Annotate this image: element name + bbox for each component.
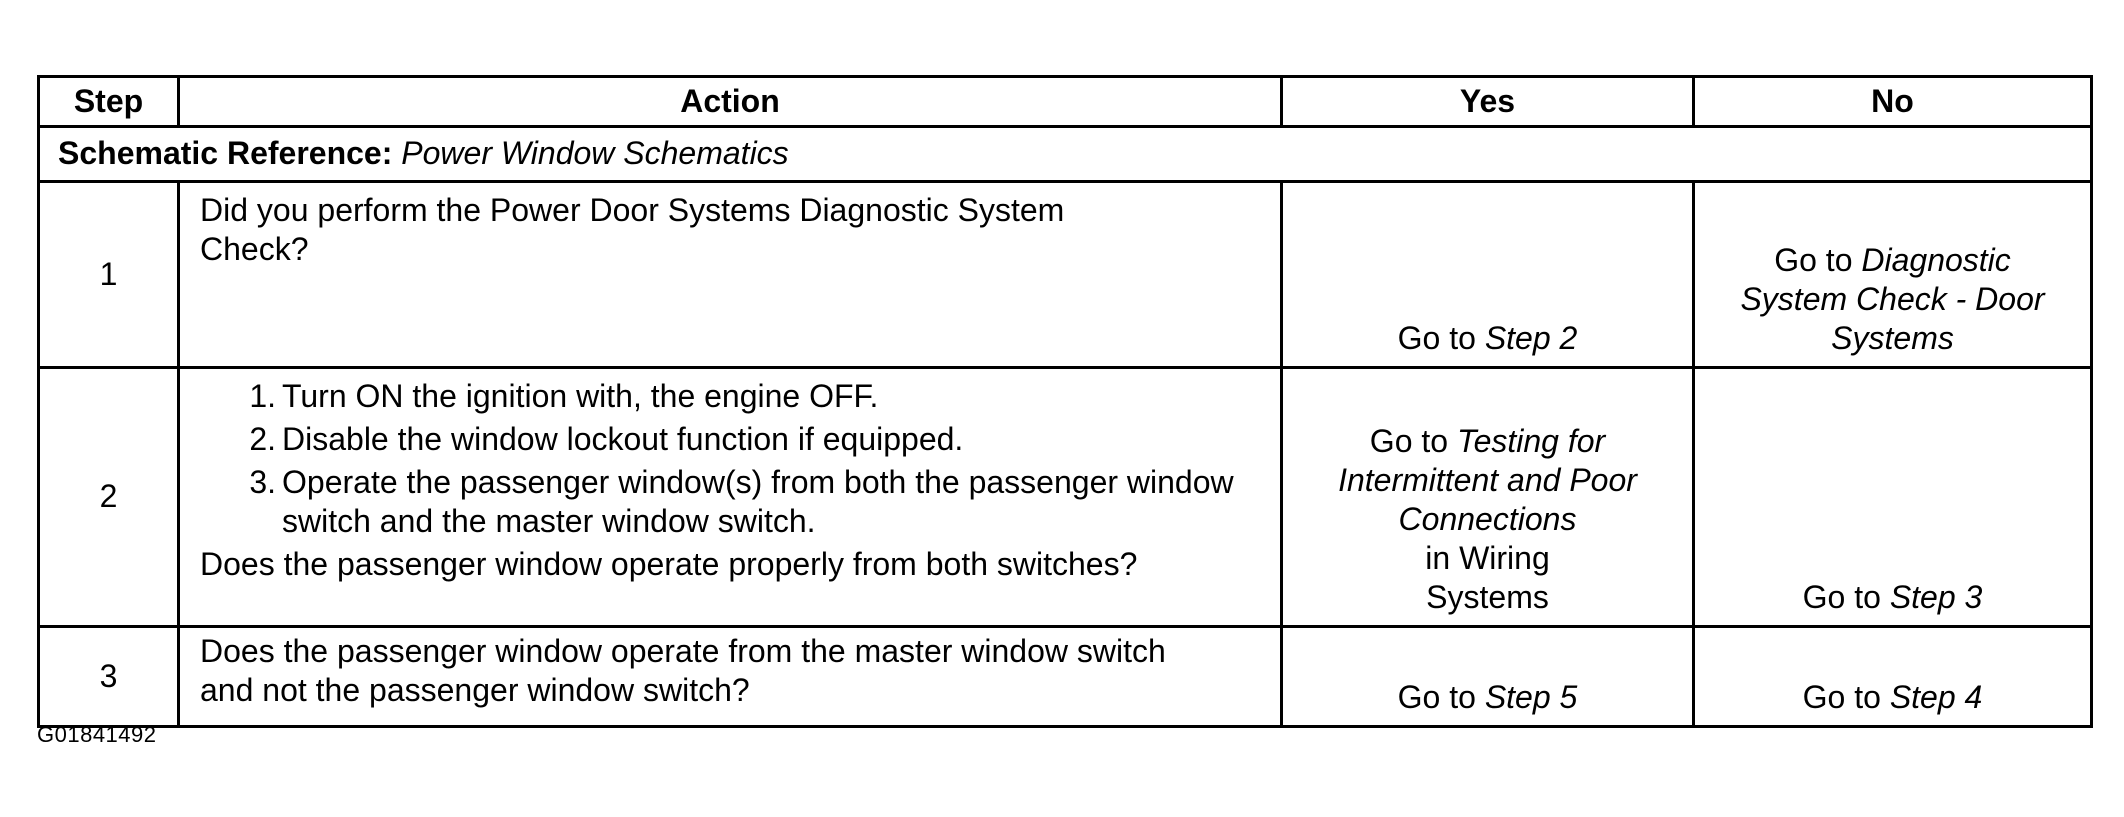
action-question: Does the passenger window operate from the master window switch and not the passenger window switch? — [200, 633, 1166, 709]
list-item-number: 2. — [249, 421, 276, 458]
no-cell — [1694, 368, 2092, 627]
list-item — [200, 377, 1266, 416]
table-row — [39, 627, 2092, 727]
reference-row — [39, 127, 2092, 182]
yes-prefix: Go to — [1369, 422, 1449, 459]
figure-id: G01841492 — [37, 722, 157, 747]
action-cell — [179, 627, 1282, 727]
no-link[interactable]: Diagnostic System Check - Door Systems — [1740, 241, 2045, 356]
step-number: 2 — [39, 368, 179, 627]
schematic-reference — [39, 127, 2092, 182]
list-item-text: Disable the window lockout function if equipped. — [282, 421, 964, 458]
diagnostic-table — [37, 75, 2093, 728]
step-number: 1 — [39, 182, 179, 368]
yes-cell — [1282, 368, 1694, 627]
no-link[interactable]: Step 3 — [1889, 578, 1983, 615]
no-cell — [1694, 627, 2092, 727]
list-item-number: 1. — [249, 378, 276, 414]
no-cell — [1694, 182, 2092, 368]
list-item — [200, 463, 1266, 541]
yes-cell — [1282, 182, 1694, 368]
header-row — [39, 77, 2092, 127]
header-step: Step — [39, 77, 179, 127]
yes-prefix: Go to — [1397, 678, 1476, 715]
table-row — [39, 368, 2092, 627]
yes-prefix: Go to — [1397, 319, 1476, 356]
table-row — [39, 182, 2092, 368]
no-prefix: Go to — [1802, 578, 1881, 615]
no-prefix: Go to — [1802, 678, 1881, 715]
list-item — [200, 420, 1266, 459]
action-cell — [179, 368, 1282, 627]
action-steps-list — [200, 377, 1266, 541]
action-question: Does the passenger window operate properly from both switches? — [200, 546, 1138, 583]
action-cell — [179, 182, 1282, 368]
yes-suffix: in Wiring Systems — [1425, 539, 1550, 615]
header-no: No — [1694, 77, 2092, 127]
action-question: Did you perform the Power Door Systems Diagnostic System Check? — [200, 192, 1065, 268]
header-action: Action — [179, 77, 1282, 127]
yes-link[interactable]: Testing for Intermittent and Poor Connections — [1338, 422, 1637, 537]
schematic-reference-label: Schematic Reference: — [58, 135, 393, 172]
no-prefix: Go to — [1774, 241, 1853, 278]
step-number: 3 — [39, 627, 179, 727]
header-yes: Yes — [1282, 77, 1694, 127]
list-item-number: 3. — [249, 464, 276, 501]
no-link[interactable]: Step 4 — [1889, 678, 1983, 715]
list-item-text: Turn ON the ignition with, the engine OFF. — [282, 378, 879, 414]
list-item-text: Operate the passenger window(s) from both the passenger window switch and the master window switch. — [282, 464, 1234, 540]
yes-cell — [1282, 627, 1694, 727]
yes-link[interactable]: Step 5 — [1484, 678, 1578, 715]
yes-link[interactable]: Step 2 — [1484, 319, 1578, 356]
schematic-reference-link[interactable]: Power Window Schematics — [401, 135, 789, 172]
